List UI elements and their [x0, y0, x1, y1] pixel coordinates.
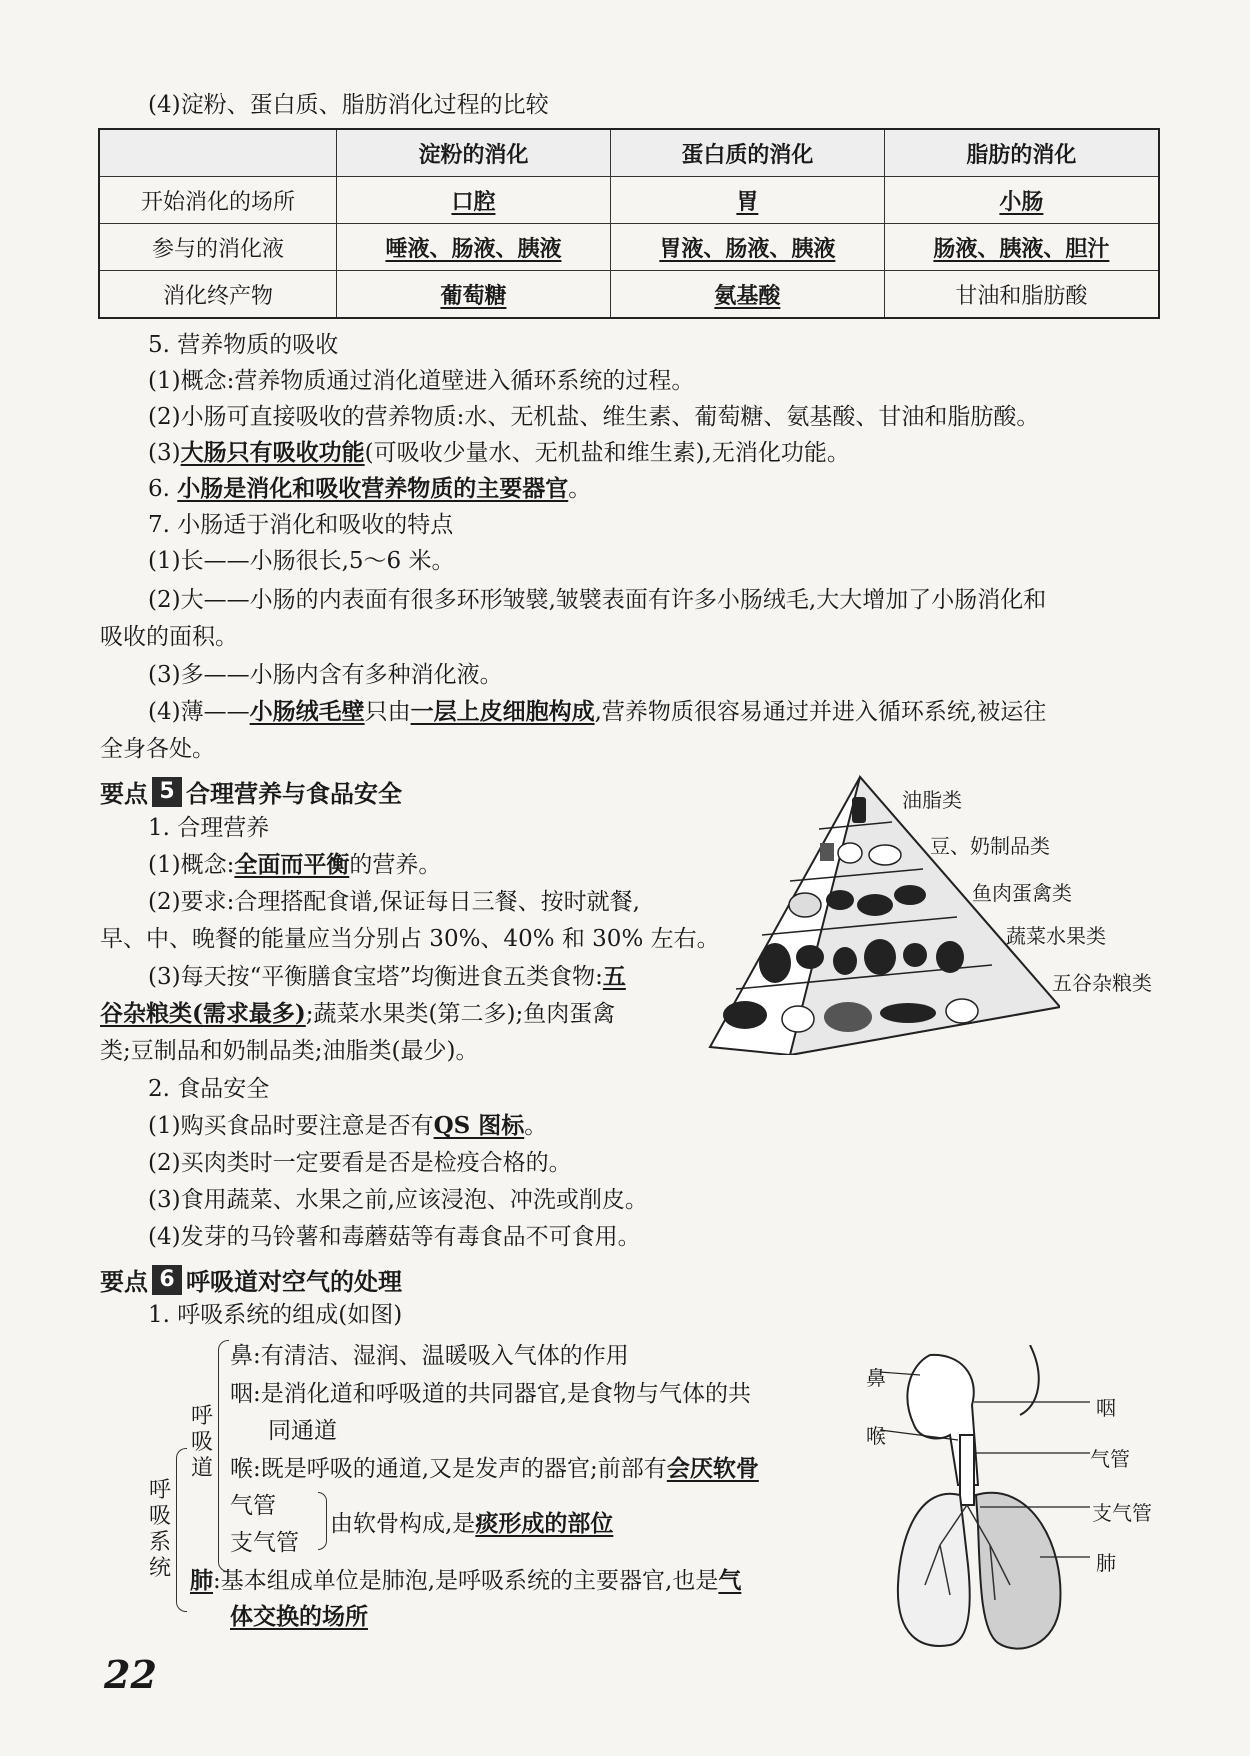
table-row — [99, 177, 1159, 224]
text-line: 由软骨构成,是痰形成的部位 — [330, 1510, 614, 1537]
pyramid-label: 五谷杂粮类 — [1052, 971, 1152, 995]
text-line: (1)长——小肠很长,5～6 米。 — [148, 548, 455, 574]
bracket — [218, 1340, 229, 1572]
respiratory-system-diagram — [880, 1345, 1100, 1665]
key-point: 大肠只有吸收功能 — [180, 439, 365, 466]
key-point: 全面而平衡 — [234, 851, 350, 878]
diagram-label: 鼻 — [866, 1366, 886, 1390]
text-line — [230, 1598, 368, 1631]
pyramid-label: 鱼肉蛋禽类 — [972, 881, 1072, 905]
text-line: (4)发芽的马铃薯和毒蘑菇等有毒食品不可食用。 — [148, 1224, 641, 1250]
bracket-label: 呼吸道 — [190, 1404, 213, 1481]
text-line: (3)多——小肠内含有多种消化液。 — [148, 662, 503, 688]
key-point: 气 — [718, 1567, 742, 1594]
text-line: 咽:是消化道和呼吸道的共同器官,是食物与气体的共 — [230, 1381, 752, 1407]
table-cell: 氨基酸 — [714, 283, 781, 309]
text-line: 全身各处。 — [100, 736, 215, 762]
section-heading: 要点 5 合理营养与食品安全 — [100, 778, 402, 808]
text-line: (2)小肠可直接吸收的营养物质:水、无机盐、维生素、葡萄糖、氨基酸、甘油和脂肪酸。 — [148, 404, 1040, 430]
diagram-label: 肺 — [1096, 1551, 1116, 1575]
text-line: 支气管 — [230, 1530, 299, 1556]
key-point: 会厌软骨 — [666, 1455, 759, 1482]
key-point: 小肠是消化和吸收营养物质的主要器官 — [177, 475, 569, 502]
subsection-title: 5. 营养物质的吸收 — [148, 332, 339, 358]
text-line: 鼻:有清洁、湿润、温暖吸入气体的作用 — [230, 1343, 629, 1369]
pyramid-label: 油脂类 — [902, 788, 962, 812]
text-line: 类;豆制品和奶制品类;油脂类(最少)。 — [100, 1038, 479, 1064]
key-point: 小肠绒毛壁 — [249, 698, 365, 725]
diagram-label: 喉 — [866, 1424, 886, 1448]
key-point: 痰形成的部位 — [475, 1510, 614, 1537]
diagram-label: 气管 — [1090, 1447, 1130, 1471]
subsection-title: 7. 小肠适于消化和吸收的特点 — [148, 512, 454, 538]
table-row — [99, 224, 1159, 271]
table-header-cell — [99, 129, 337, 177]
subsection-title: 2. 食品安全 — [148, 1076, 270, 1102]
key-point: 一层上皮细胞构成 — [410, 698, 595, 725]
text-line: 6. 小肠是消化和吸收营养物质的主要器官。 — [148, 475, 592, 502]
text-line: (2)要求:合理搭配食谱,保证每日三餐、按时就餐, — [148, 889, 640, 915]
bracket — [318, 1492, 327, 1550]
text-line: (2)买肉类时一定要看是否是检疫合格的。 — [148, 1150, 572, 1176]
table-header-cell: 蛋白质的消化 — [610, 129, 884, 177]
point-number-badge: 5 — [152, 777, 182, 807]
table-cell: 肠液、胰液、胆汁 — [933, 236, 1110, 262]
row-label: 消化终产物 — [99, 271, 337, 319]
text-line: 吸收的面积。 — [100, 624, 238, 650]
text-line: (4)薄——小肠绒毛壁只由一层上皮细胞构成,营养物质很容易通过并进入循环系统,被运往 — [148, 698, 1047, 725]
table-cell: 唾液、肠液、胰液 — [385, 236, 562, 262]
row-label: 参与的消化液 — [99, 224, 337, 271]
food-pyramid-diagram — [700, 775, 1060, 1055]
diagram-label: 咽 — [1096, 1396, 1116, 1420]
key-point: 谷杂粮类(需求最多) — [100, 1000, 306, 1027]
table-cell: 胃液、肠液、胰液 — [659, 236, 836, 262]
key-point: 体交换的场所 — [230, 1603, 368, 1630]
table-cell: 胃 — [736, 189, 759, 215]
pyramid-label: 豆、奶制品类 — [930, 834, 1050, 858]
section-heading: 要点 6 呼吸道对空气的处理 — [100, 1266, 402, 1296]
key-point: QS 图标 — [433, 1112, 525, 1139]
digestion-comparison-table — [98, 128, 1160, 319]
table-cell: 口腔 — [451, 189, 496, 215]
diagram-label: 支气管 — [1092, 1501, 1152, 1525]
text-line: 肺:基本组成单位是肺泡,是呼吸系统的主要器官,也是气 — [190, 1567, 742, 1594]
pyramid-label: 蔬菜水果类 — [1006, 924, 1106, 948]
page-number: 22 — [104, 1652, 157, 1697]
section-title: (4)淀粉、蛋白质、脂肪消化过程的比较 — [148, 92, 549, 118]
text-line: (1)概念:营养物质通过消化道壁进入循环系统的过程。 — [148, 368, 695, 394]
text-line: 早、中、晚餐的能量应当分别占 30%、40% 和 30% 左右。 — [100, 926, 720, 952]
bracket-label: 呼吸系统 — [148, 1478, 171, 1581]
text-line: 喉:既是呼吸的通道,又是发声的器官;前部有会厌软骨 — [230, 1455, 759, 1482]
table-header-cell: 淀粉的消化 — [337, 129, 611, 177]
text-line: (1)概念:全面而平衡的营养。 — [148, 851, 442, 878]
text-line: (3)大肠只有吸收功能(可吸收少量水、无机盐和维生素),无消化功能。 — [148, 439, 850, 466]
table-header-row — [99, 129, 1159, 177]
text-line: 同通道 — [268, 1418, 337, 1444]
table-row — [99, 271, 1159, 319]
key-point: 肺 — [190, 1567, 213, 1594]
table-cell: 小肠 — [999, 189, 1044, 215]
text-line: 气管 — [230, 1493, 276, 1519]
text-line: (1)购买食品时要注意是否有QS 图标。 — [148, 1112, 548, 1139]
row-label: 开始消化的场所 — [99, 177, 337, 224]
text-line: (3)食用蔬菜、水果之前,应该浸泡、冲洗或削皮。 — [148, 1187, 648, 1213]
table-header-cell: 脂肪的消化 — [884, 129, 1159, 177]
table-cell: 甘油和脂肪酸 — [884, 271, 1159, 319]
table-cell: 葡萄糖 — [440, 283, 507, 309]
text-line: (2)大——小肠的内表面有很多环形皱襞,皱襞表面有许多小肠绒毛,大大增加了小肠消化和 — [148, 587, 1047, 613]
subsection-title: 1. 合理营养 — [148, 815, 270, 841]
text-line: (3)每天按“平衡膳食宝塔”均衡进食五类食物:五 — [148, 963, 626, 990]
text-line: 谷杂粮类(需求最多);蔬菜水果类(第二多);鱼肉蛋禽 — [100, 1000, 616, 1027]
subsection-title: 1. 呼吸系统的组成(如图) — [148, 1302, 403, 1328]
key-point: 五 — [602, 963, 626, 990]
bracket — [176, 1448, 187, 1612]
point-number-badge: 6 — [152, 1265, 182, 1295]
